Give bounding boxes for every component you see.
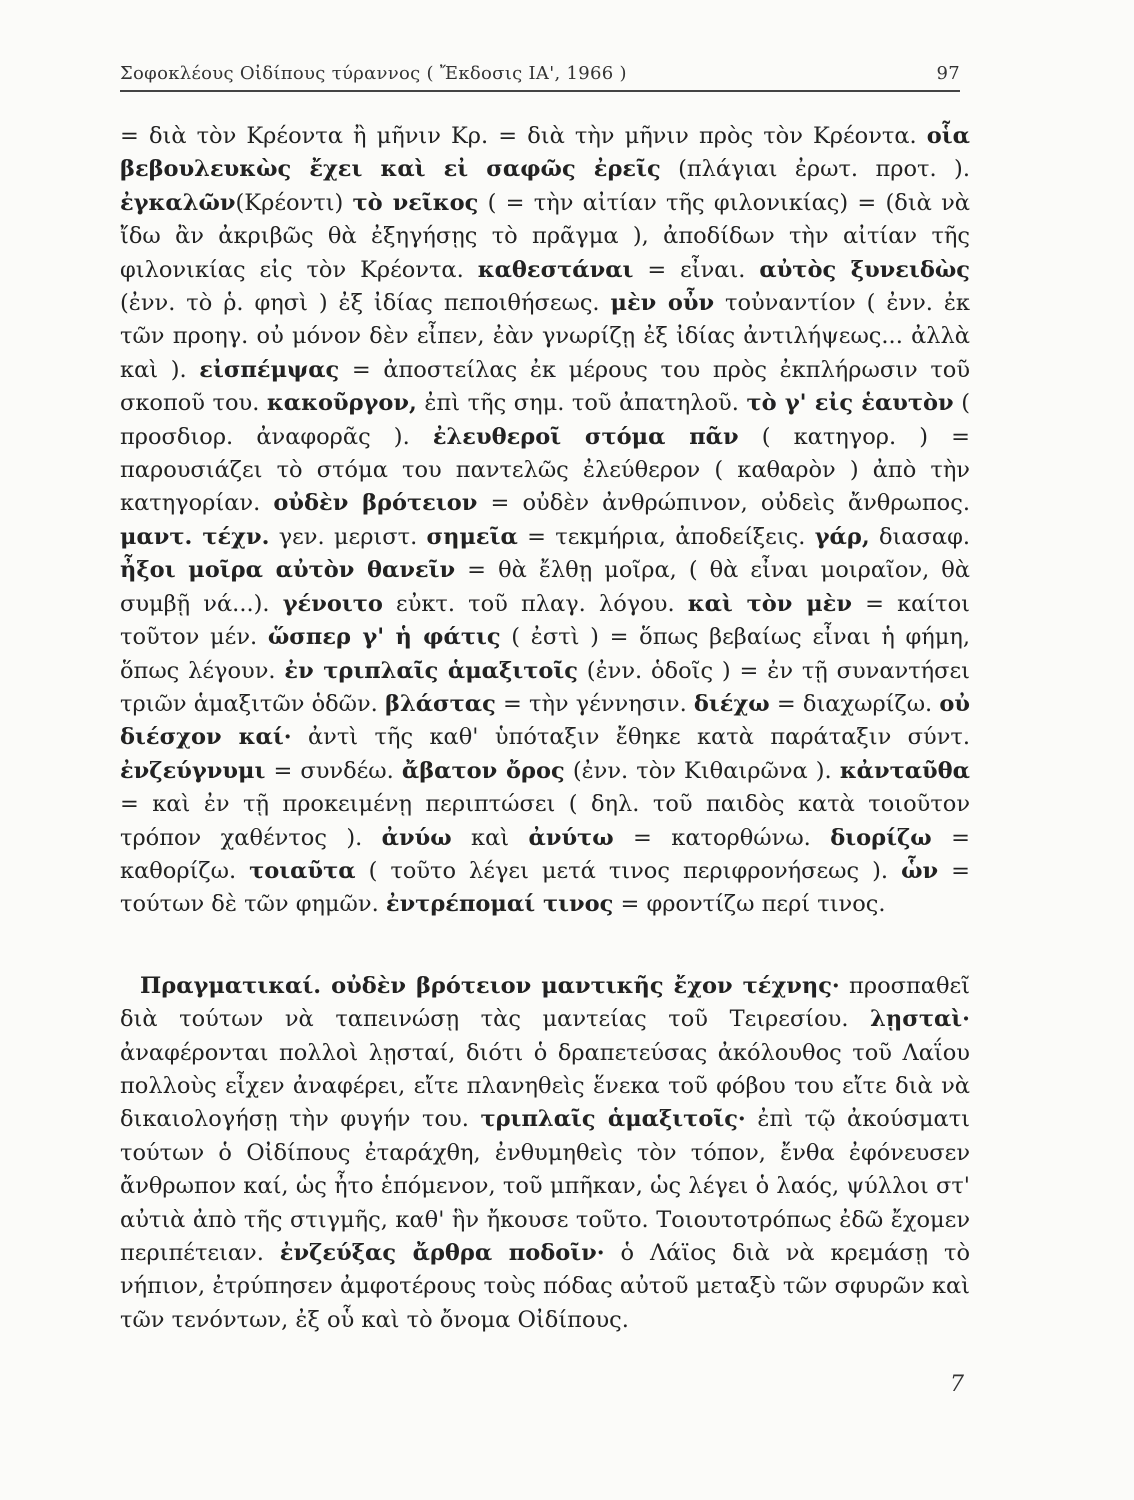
gloss-text: προσπαθεῖ διὰ τούτων νὰ ταπεινώσῃ τὰς μαντείας τοῦ Τειρεσίου. bbox=[120, 972, 970, 1033]
lemma-term: τριπλαῖς ἁμαξιτοῖς· bbox=[480, 1106, 746, 1133]
lemma-term: λῃσταὶ· bbox=[870, 1006, 970, 1033]
lemma-term: τοιαῦτα bbox=[249, 857, 356, 884]
gloss-text: (ἐνν. τὸν Κιθαιρῶνα ). bbox=[564, 757, 840, 784]
lemma-term: τὸ γ' εἰς ἑαυτὸν bbox=[746, 390, 954, 417]
lemma-term: Πραγματικαί. οὐδὲν βρότειον μαντικῆς ἔχον τέχνης· bbox=[140, 972, 840, 999]
gloss-text: ( τοῦτο λέγει μετά τινος περιφρονήσεως ). bbox=[355, 857, 902, 884]
running-title: Σοφοκλέους Οἰδίπους τύραννος ( Ἔκδοσις ΙΑ', 1966 ) bbox=[120, 63, 627, 84]
signature-mark: 7 bbox=[950, 1372, 964, 1397]
gloss-text: = τὴν γέννησιν. bbox=[495, 690, 694, 717]
lemma-term: ἐν τριπλαῖς ἁμαξιτοῖς bbox=[284, 657, 578, 684]
gloss-text: = οὐδὲν ἀνθρώπινον, οὐδεὶς ἄνθρωπος. bbox=[477, 490, 970, 517]
gloss-text: ( ἐστὶ ) = ὅπως βεβαίως εἶναι ἡ φήμη, ὅπως λέγουν. bbox=[120, 624, 970, 684]
gloss-text: = τούτων δὲ τῶν φημῶν. bbox=[120, 857, 970, 918]
lemma-term: μαντ. τέχν. bbox=[120, 523, 270, 550]
lemma-term: γένοιτο bbox=[282, 590, 383, 617]
lemma-term: ἐντρέπομαί τινος bbox=[385, 891, 614, 918]
gloss-text: διασαφ. bbox=[869, 523, 970, 550]
lemma-term: ἐνζεύξας ἄρθρα ποδοῖν· bbox=[279, 1240, 605, 1266]
lemma-term: καθεστάναι bbox=[477, 256, 634, 283]
lemma-term: ὥσπερ γ' ἡ φάτις bbox=[267, 624, 501, 651]
gloss-text: = εἶναι. bbox=[633, 256, 760, 283]
lemma-term: τὸ νεῖκος bbox=[352, 189, 479, 216]
gloss-text: = καθορίζω. bbox=[120, 824, 970, 884]
lemma-term: οἷα βεβουλευκὼς ἔχει καὶ εἰ σαφῶς ἐρεῖς bbox=[120, 123, 970, 183]
gloss-text: (πλάγιαι ἐρωτ. προτ. ). bbox=[660, 156, 970, 183]
lemma-term: σημεῖα bbox=[426, 523, 518, 550]
gloss-text: (Κρέοντι) bbox=[235, 189, 353, 216]
lemma-term: γάρ, bbox=[814, 523, 870, 550]
gloss-text: = διὰ τὸν Κρέοντα ἢ μῆνιν Κρ. = διὰ τὴν μῆνιν πρὸς τὸν Κρέοντα. bbox=[120, 123, 927, 149]
lemma-term: εἰσπέμψας bbox=[199, 356, 340, 383]
gloss-text: = φροντίζω περί τινος. bbox=[613, 891, 886, 918]
gloss-text: καὶ bbox=[451, 824, 529, 851]
gloss-text: ἀναφέρονται πολλοὶ λῃσταί, διότι ὁ δραπετεύσας ἀκόλουθος τοῦ Λαΐου πολλοὺς εἶχεν ἀναφέρει, εἴτε πλανηθεὶς ἕνεκα τοῦ φόβου του εἴτε διὰ νὰ δικαιολογήσῃ τὴν φυγήν του. bbox=[120, 1039, 970, 1133]
paragraph-glossary bbox=[120, 120, 970, 922]
lemma-term: κακοῦργον, bbox=[266, 390, 417, 417]
lemma-term: οὐ διέσχον καί· bbox=[120, 690, 970, 751]
gloss-text: ἀντὶ τῆς καθ' ὑπόταξιν ἔθηκε κατὰ παράταξιν σύντ. bbox=[291, 724, 970, 751]
gloss-text: ὁ Λάϊος διὰ νὰ κρεμάσῃ τὸ νήπιον, ἐτρύπησεν ἀμφοτέρους τοὺς πόδας αὐτοῦ μεταξὺ τῶν σφυρῶν καὶ τῶν τενόντων, ἐξ οὗ καὶ τὸ ὄνομα Οἰδίπους. bbox=[120, 1240, 970, 1333]
gloss-text: (ἐνν. ὁδοῖς ) = ἐν τῇ συναντήσει τριῶν ἁμαξιτῶν ὁδῶν. bbox=[120, 657, 970, 717]
paragraph-pragmatikai bbox=[120, 970, 970, 1337]
gloss-text: ἐπὶ τῆς σημ. τοῦ ἀπατηλοῦ. bbox=[416, 390, 747, 417]
gloss-text: ( κατηγορ. ) = παρουσιάζει τὸ στόμα του παντελῶς ἐλεύθερον ( καθαρὸν ) ἀπὸ τὴν κατηγορίαν. bbox=[120, 423, 970, 517]
lemma-term: διέχω bbox=[693, 690, 770, 717]
lemma-term: ὧν bbox=[901, 857, 939, 884]
gloss-text: (ἐνν. τὸ ῥ. φησὶ ) ἐξ ἰδίας πεποιθήσεως. bbox=[120, 290, 611, 317]
gloss-text: τοὐναντίον ( ἐνν. ἐκ τῶν προηγ. οὐ μόνον δὲν εἶπεν, ἐὰν γνωρίζῃ ἐξ ἰδίας ἀντιλήψεως... ἀλλὰ καὶ ). bbox=[120, 290, 970, 383]
lemma-term: ἦξοι μοῖρα αὐτὸν θανεῖν bbox=[120, 557, 456, 584]
lemma-term: ἐγκαλῶν bbox=[120, 189, 236, 216]
gloss-text: = διαχωρίζω. bbox=[769, 690, 940, 717]
lemma-term: ἐνζεύγνυμι bbox=[120, 757, 266, 784]
lemma-term: κἀνταῦθα bbox=[839, 757, 970, 784]
gloss-text: ἐπὶ τῷ ἀκούσματι τούτων ὁ Οἰδίπους ἐταράχθη, ἐνθυμηθεὶς τὸν τόπον, ἔνθα ἐφόνευσεν ἄνθρωπον καί, ὡς ἦτο ἑπόμενον, τοῦ μπῆκαν, ὡς λέγει ὁ λαός, ψύλλοι στ' αὐτιὰ ἀπὸ τῆς στιγμῆς, καθ' ἣν ἤκουσε τοῦτο. Τοιουτοτρόπως ἐδῶ ἔχομεν περιπέτειαν. bbox=[120, 1106, 970, 1266]
lemma-term: οὐδὲν βρότειον bbox=[273, 490, 478, 517]
lemma-term: βλάστας bbox=[385, 690, 496, 717]
lemma-term: ἀνύτω bbox=[528, 824, 614, 851]
lemma-term: καὶ τὸν μὲν bbox=[687, 590, 852, 617]
gloss-text: ( = τὴν αἰτίαν τῆς φιλονικίας) = (διὰ νὰ ἴδω ἂν ἀκριβῶς θὰ ἐξηγήσῃς τὸ πρᾶγμα ), ἀποδίδων τὴν αἰτίαν τῆς φιλονικίας εἰς τὸν Κρέοντα. bbox=[120, 189, 970, 283]
lemma-term: μὲν οὖν bbox=[610, 290, 715, 317]
running-header bbox=[120, 56, 960, 92]
gloss-text: ( προσδιορ. ἀναφορᾶς ). bbox=[120, 390, 971, 450]
gloss-text: = συνδέω. bbox=[265, 757, 402, 784]
gloss-text: = τεκμήρια, ἀποδείξεις. bbox=[517, 523, 815, 550]
gloss-text: γεν. μεριστ. bbox=[269, 523, 427, 550]
gloss-text: = καίτοι τοῦτον μέν. bbox=[120, 590, 970, 651]
page-number: 97 bbox=[936, 63, 960, 84]
commentary-body bbox=[120, 120, 970, 1337]
lemma-term: αὐτὸς ξυνειδὼς bbox=[759, 256, 970, 283]
lemma-term: ἀνύω bbox=[381, 824, 452, 851]
gloss-text: = θὰ ἔλθῃ μοῖρα, ( θὰ εἶναι μοιραῖον, θὰ συμβῇ νά...). bbox=[120, 557, 970, 617]
gloss-text: εὐκτ. τοῦ πλαγ. λόγου. bbox=[382, 590, 688, 617]
gloss-text: = ἀποστείλας ἐκ μέρους του πρὸς ἐκπλήρωσιν τοῦ σκοποῦ του. bbox=[120, 356, 970, 417]
lemma-term: ἄβατον ὄρος bbox=[401, 757, 565, 784]
lemma-term: διορίζω bbox=[830, 824, 932, 851]
lemma-term: ἐλευθεροῖ στόμα πᾶν bbox=[432, 423, 739, 450]
gloss-text: = κατορθώνω. bbox=[613, 824, 831, 851]
gloss-text: = καὶ ἐν τῇ προκειμένῃ περιπτώσει ( δηλ. τοῦ παιδὸς κατὰ τοιοῦτον τρόπον χαθέντος ). bbox=[120, 791, 970, 851]
